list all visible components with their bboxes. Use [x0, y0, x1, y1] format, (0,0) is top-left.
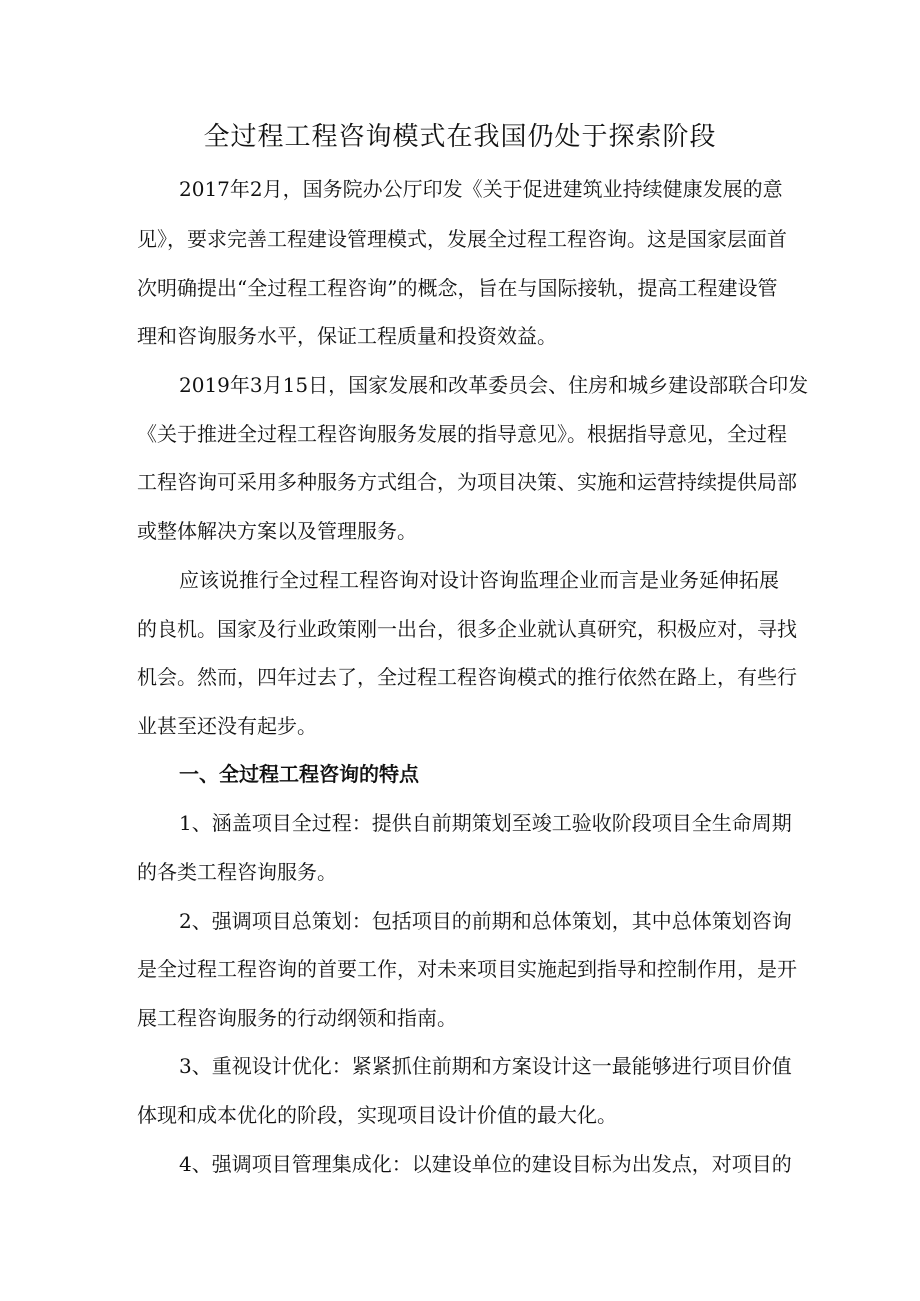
body-line: 次明确提出“全过程工程咨询”的概念，旨在与国际接轨，提高工程建设管	[137, 276, 778, 300]
body-line: 展工程咨询服务的行动纲领和指南。	[137, 1006, 457, 1030]
body-line: 是全过程工程咨询的首要工作，对未来项目实施起到指导和控制作用，是开	[137, 957, 797, 981]
body-line: 机会。然而，四年过去了，全过程工程咨询模式的推行依然在路上，有些行	[137, 665, 797, 689]
body-line: 的各类工程咨询服务。	[137, 860, 337, 884]
body-line: 《关于推进全过程工程咨询服务发展的指导意见》。根据指导意见，全过程	[137, 422, 787, 446]
document-title: 全过程工程咨询模式在我国仍处于探索阶段	[203, 122, 717, 152]
body-line: 应该说推行全过程工程咨询对设计咨询监理企业而言是业务延伸拓展	[179, 568, 779, 592]
body-line: 的良机。国家及行业政策刚一出台，很多企业就认真研究，积极应对，寻找	[137, 617, 797, 641]
body-line: 1、涵盖项目全过程：提供自前期策划至竣工验收阶段项目全生命周期	[179, 811, 792, 835]
body-line: 2、强调项目总策划：包括项目的前期和总体策划，其中总体策划咨询	[179, 909, 792, 933]
body-line: 见》，要求完善工程建设管理模式，发展全过程工程咨询。这是国家层面首	[137, 227, 787, 251]
body-line: 业甚至还没有起步。	[137, 714, 317, 738]
body-line: 理和咨询服务水平，保证工程质量和投资效益。	[137, 324, 557, 348]
body-line: 3、重视设计优化：紧紧抓住前期和方案设计这一最能够进行项目价值	[179, 1054, 792, 1078]
body-line: 或整体解决方案以及管理服务。	[137, 519, 417, 543]
body-line: 2017年2月，国务院办公厅印发《关于促进建筑业持续健康发展的意	[179, 177, 783, 201]
body-line: 体现和成本优化的阶段，实现项目设计价值的最大化。	[137, 1103, 617, 1127]
section-heading: 一、全过程工程咨询的特点	[179, 762, 419, 786]
body-line: 工程咨询可采用多种服务方式组合，为项目决策、实施和运营持续提供局部	[137, 470, 797, 494]
body-line: 2019年3月15日，国家发展和改革委员会、住房和城乡建设部联合印发	[179, 373, 809, 397]
body-line: 4、强调项目管理集成化：以建设单位的建设目标为出发点，对项目的	[179, 1152, 792, 1176]
